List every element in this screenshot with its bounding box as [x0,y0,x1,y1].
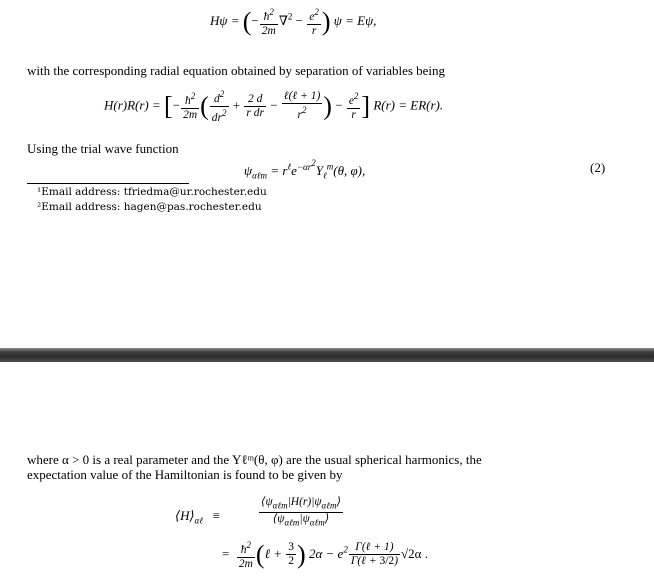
equation-number: (2) [590,160,606,175]
equation-expectation-ratio: $\frac{⟨\psi_{\alpha\ell m}|H(r)|\psi_{\alpha\ell m}⟩}{⟨\psi_{\alpha\ell m}|\psi_{\alpha\ell m}⟩}$ [261,496,342,528]
footnote-rule [27,183,189,184]
intro-text: with the corresponding radial equation obtained by separation of variables being [27,63,446,78]
equation-hamiltonian: Hψ = (− $\frac{ħ^2}{2m}$ ∇$^2$ − $\frac{e^2}{r}$ ) ψ = Eψ, [210,6,377,37]
equation-expectation-lhs: $⟨H⟩_{\alpha\ell}$ ≡ [175,508,221,526]
where-line-1: where α > 0 is a real parameter and the Yℓᵐ(θ, φ) are the usual spherical harmonics, the [27,452,482,467]
equation-trial-function: $\psi_{\alpha\ell m} = r^\ell e^{-\alpha r^2}Y_\ell^m(\theta$, φ), [244,158,366,181]
where-line-2: expectation value of the Hamiltonian is found to be given by [27,467,343,482]
equation-expectation-result: = $\frac{ħ^2}{2m}$ (ℓ + $\frac{3}{2}$ ) $2\alpha - e^2$ $\frac{\text{Γ(ℓ + 1)}}{\text{Γ(ℓ + 3/2)}}$ √2α . [222,539,428,570]
trial-text: Using the trial wave function [27,141,179,156]
footnote-2: ²Email address: hagen@pas.rochester.edu [37,201,262,213]
equation-radial: H(r)R(r) = [− $\frac{ħ^2}{2m}$ ( $\frac{d^2}{dr^2}$ + $\frac{2 d}{\text{r dr}}$ − $\frac{\text{ℓ(ℓ + 1)}}{r^2}$ ) − $\frac{e^2}{r}$ ] R(r) = ER(r). [104,89,444,124]
page-separator [0,348,654,362]
footnote-1: ¹Email address: tfriedma@ur.rochester.edu [37,186,267,198]
